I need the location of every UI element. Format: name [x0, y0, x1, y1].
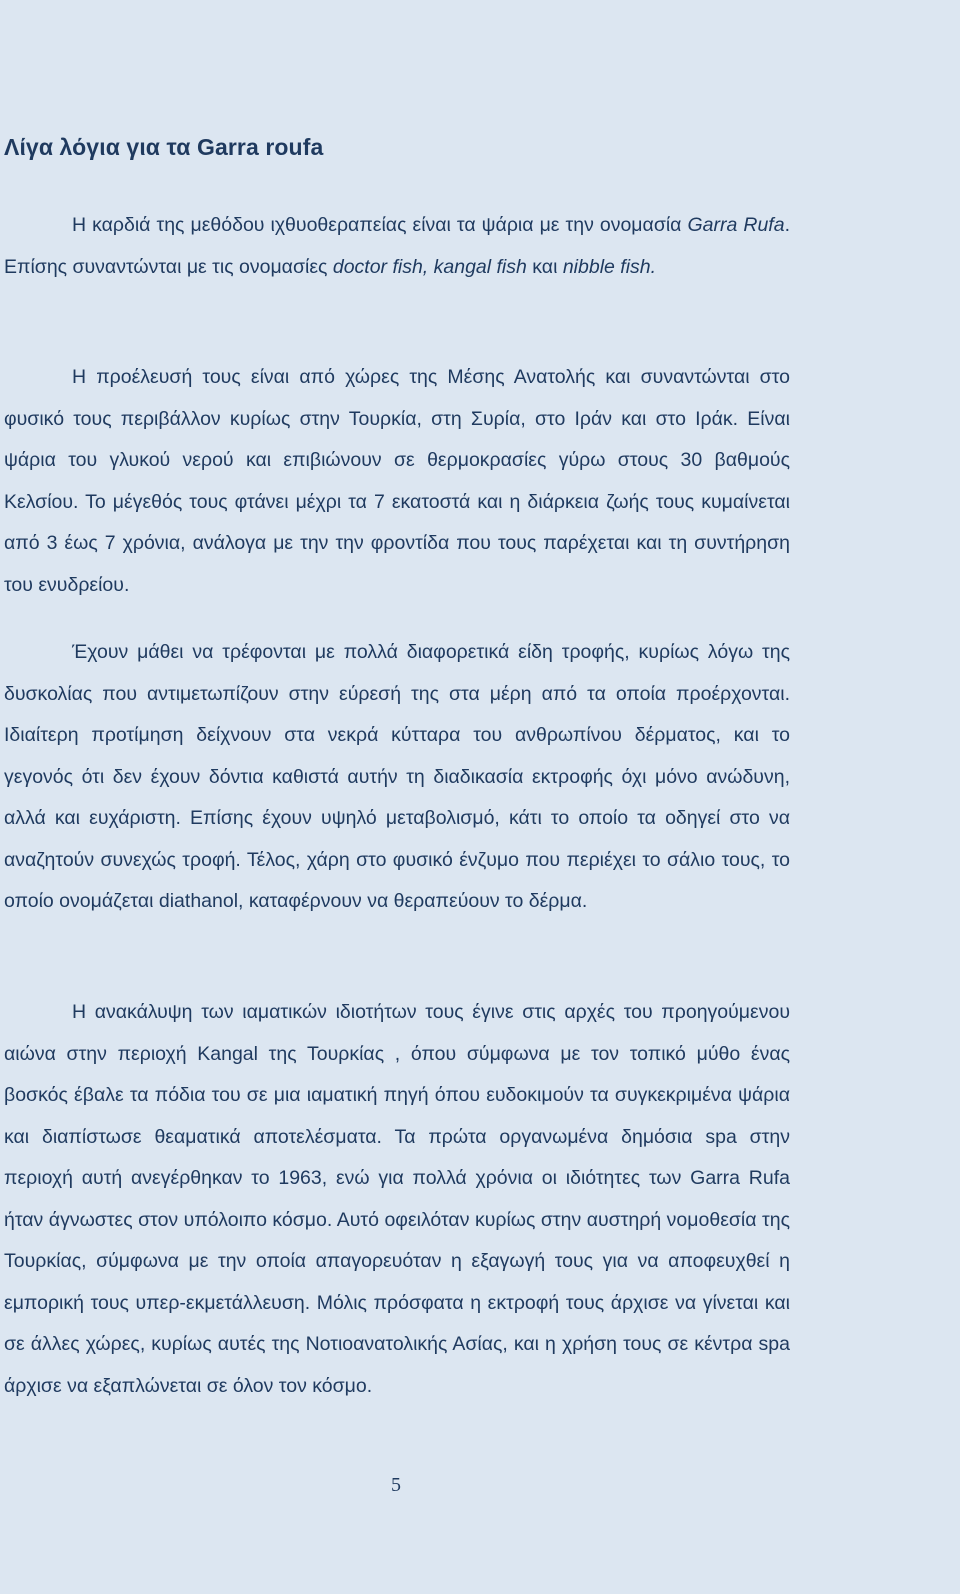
- text-segment: και: [526, 255, 563, 278]
- text-segment: . Επίσης συναντώνται με τις ονομασίες: [4, 214, 790, 278]
- text-segment: Η καρδιά της μεθόδου ιχθυοθεραπείας είναι τα ψάρια με την ονομασία: [72, 214, 688, 236]
- page-number: 5: [391, 1474, 401, 1496]
- text-segment-italic: nibble fish.: [562, 255, 657, 278]
- text-segment: Η ανακάλυψη των ιαματικών ιδιοτήτων τους έγινε στις αρχές του προηγούμενου αιώνα στην περιοχή Kangal της Τουρκίας , όπου σύμφωνα με τον τοπικό μύθο ένας βοσκός έβαλε τα πόδια του σε μια ιαματική πηγή όπου ευδοκιμούν τα συγκεκριμένα ψάρια και διαπίστωσε θεαματικά αποτελέσματα. Τα πρώτα οργανωμένα δημόσια spa στην περιοχή αυτή ανεγέρθηκαν το 1963, ενώ για πολλά χρόνια οι ιδιότητες των Garra Rufa ήταν άγνωστες στον υπόλοιπο κόσμο. Αυτό οφειλόταν κυρίως στην αυστηρή νομοθεσία της Τουρκίας, σύμφωνα με την οποία απαγορευόταν η εξαγωγή τους για να αποφευχθεί η εμπορική τους υπερ-εκμετάλλευση. Μόλις πρόσφατα η εκτροφή τους άρχισε να γίνεται και σε άλλες χώρες, κυρίως αυτές της Νοτιοανατολικής Ασίας, και η χρήση τους σε κέντρα spa άρχισε να εξαπλώνεται σε όλον τον κόσμο.: [4, 1001, 790, 1397]
- paragraph-history: [4, 992, 790, 1407]
- section-heading: Λίγα λόγια για τα Garra roufa: [4, 134, 324, 160]
- text-segment: Η προέλευσή τους είναι από χώρες της Μέσης Ανατολής και συναντώνται στο φυσικό τους περιβάλλον κυρίως στην Τουρκία, στη Συρία, στο Ιράν και στο Ιράκ. Είναι ψάρια του γλυκού νερού και επιβιώνουν σε θερμοκρασίες γύρω στους 30 βαθμούς Κελσίου. Το μέγεθός τους φτάνει μέχρι τα 7 εκατοστά και η διάρκεια ζωής τους κυμαίνεται από 3 έως 7 χρόνια, ανάλογα με την την φροντίδα που τους παρέχεται και τη συντήρηση του ενυδρείου.: [4, 366, 790, 596]
- text-segment-italic: doctor fish, kangal fish: [332, 255, 527, 278]
- paragraph-origin: [4, 357, 790, 606]
- paragraph-diet: [4, 632, 790, 923]
- paragraph-intro: [4, 205, 790, 288]
- text-segment: Έχουν μάθει να τρέφονται με πολλά διαφορετικά είδη τροφής, κυρίως λόγω της δυσκολίας που αντιμετωπίζουν στην εύρεσή της στα μέρη από τα οποία προέρχονται. Ιδιαίτερη προτίμηση δείχνουν στα νεκρά κύτταρα του ανθρωπίνου δέρματος, και το γεγονός ότι δεν έχουν δόντια καθιστά αυτήν τη διαδικασία εκτροφής όχι μόνο ανώδυνη, αλλά και ευχάριστη. Επίσης έχουν υψηλό μεταβολισμό, κάτι το οποίο τα οδηγεί στο να αναζητούν συνεχώς τροφή. Τέλος, χάρη στο φυσικό ένζυμο που περιέχει το σάλιο τους, το οποίο ονομάζεται diathanol, καταφέρνουν να θεραπεύουν το δέρμα.: [4, 641, 790, 912]
- text-segment-italic: Garra Rufa: [687, 214, 785, 236]
